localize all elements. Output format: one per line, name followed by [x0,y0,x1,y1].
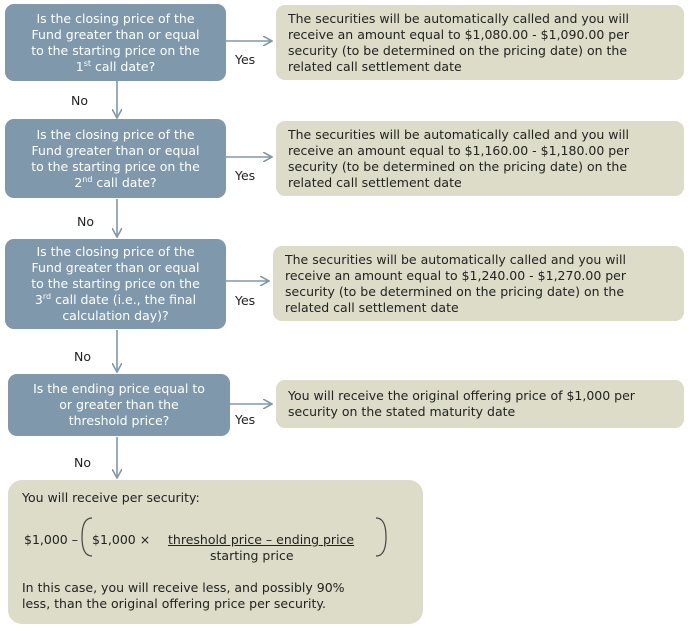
payout-formula [24,514,404,563]
formula-inner: $1,000 × [92,532,151,547]
final-note: In this case, you will receive less, and possibly 90% less, than the original offering price per security. [22,580,345,611]
answer-box-3: The securities will be automatically called and you will receive an amount equal to $1,240.00 - $1,270.00 per security (to be determined on the pricing date) on the related call settlement date [273,246,684,321]
question-box-4: Is the ending price equal to or greater than the threshold price? [8,374,230,436]
formula-denominator: starting price [210,548,294,563]
no-label-1: No [71,93,88,108]
answer-box-4: You will receive the original offering price of $1,000 per security on the stated maturity date [276,380,684,428]
final-outcome-box [8,480,423,624]
yes-label-2: Yes [235,168,256,183]
no-label-3: No [74,349,91,364]
no-label-4: No [74,455,91,470]
formula-lead: $1,000 – [24,532,78,547]
answer-box-1: The securities will be automatically called and you will receive an amount equal to $1,080.00 - $1,090.00 per security (to be determined on the pricing date) on the related call settlement date [276,5,684,80]
formula-numerator: threshold price – ending price [168,532,355,547]
question-box-2: Is the closing price of the Fund greater than or equal to the starting price on the 2nd call date? [5,119,226,198]
question-box-1: Is the closing price of the Fund greater than or equal to the starting price on the 1st call date? [5,4,226,81]
yes-label-1: Yes [235,52,256,67]
yes-label-3: Yes [235,293,256,308]
answer-box-2: The securities will be automatically called and you will receive an amount equal to $1,160.00 - $1,180.00 per security (to be determined on the pricing date) on the related call settlement date [276,121,684,196]
question-box-3: Is the closing price of the Fund greater than or equal to the starting price on the 3rd call date (i.e., the final calculation day)? [5,239,226,329]
final-intro: You will receive per security: [22,490,200,505]
no-label-2: No [77,214,94,229]
yes-label-4: Yes [235,412,256,427]
